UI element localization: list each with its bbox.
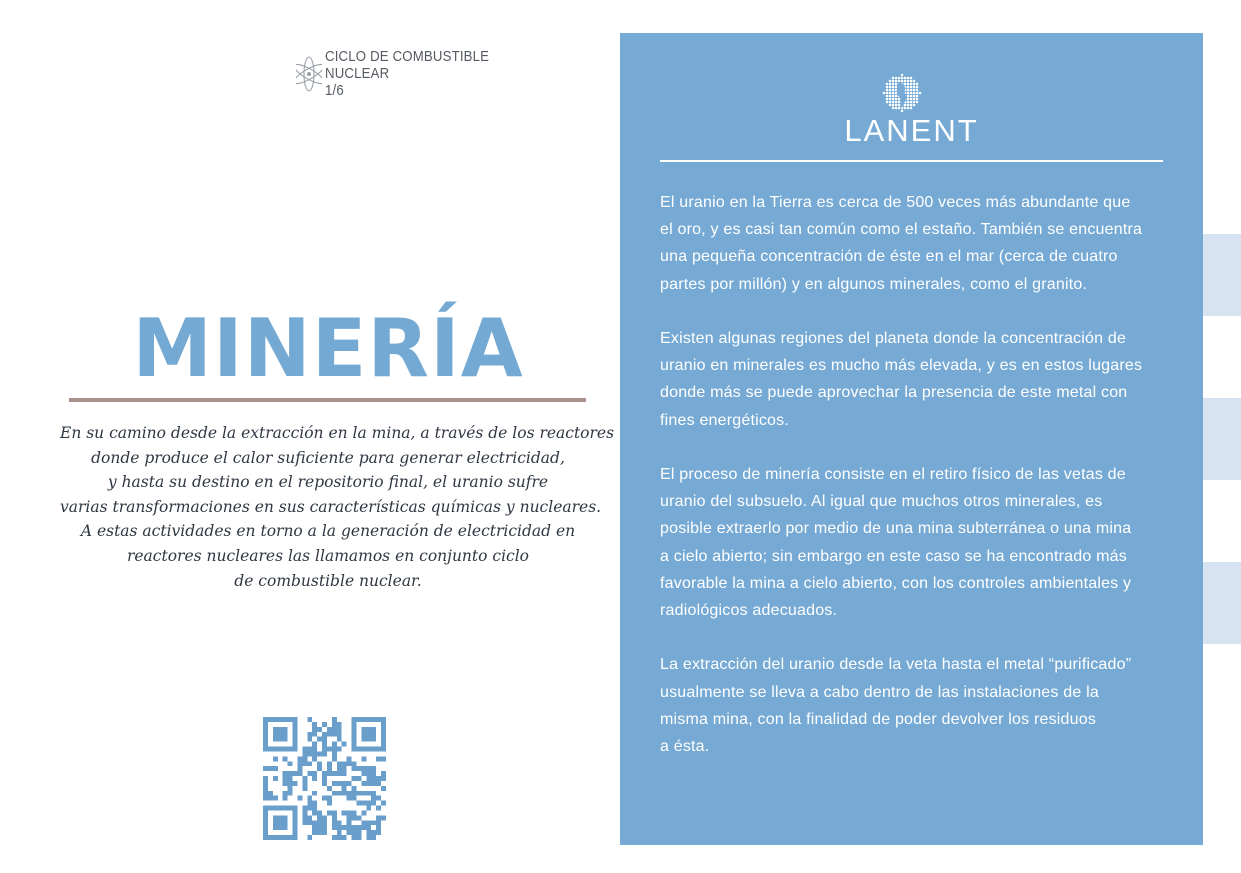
intro-line: y hasta su destino en el repositorio final, el uranio sufre	[107, 473, 549, 492]
paragraph-line: fines energéticos.	[660, 411, 790, 429]
paragraph-line: el oro, y es casi tan común como el estaño. También se encuentra	[660, 221, 1143, 239]
paragraph-line: una pequeña concentración de éste en el mar (cerca de cuatro	[660, 248, 1118, 266]
intro-line: de combustible nuclear.	[234, 571, 422, 590]
paragraph-1	[660, 189, 1200, 298]
paragraph-line: donde más se puede aprovechar la presencia de este metal con	[660, 384, 1128, 402]
edge-tab-3[interactable]	[1203, 562, 1241, 644]
paragraph-3	[660, 461, 1200, 624]
paragraph-line: radiológicos adecuados.	[660, 602, 838, 620]
panel-divider	[660, 160, 1163, 162]
body-text	[660, 189, 1200, 787]
paragraph-line: La extracción del uranio desde la veta hasta el metal “purificado”	[660, 656, 1132, 674]
intro-line: En su camino desde la extracción en la mina, a través de los reactores	[60, 424, 615, 442]
series-line-1: CICLO DE COMBUSTIBLE	[325, 48, 490, 65]
brand-name: LANENT	[844, 113, 979, 148]
info-panel	[620, 33, 1203, 845]
intro-line: reactores nucleares las llamamos en conjunto ciclo	[126, 546, 530, 565]
paragraph-line: posible extraerlo por medio de una mina subterránea o una mina	[660, 520, 1132, 538]
paragraph-line: usualmente se lleva a cabo dentro de las instalaciones de la	[660, 683, 1099, 701]
atom-icon	[296, 54, 322, 94]
paragraph-line: a cielo abierto; sin embargo en este caso se ha encontrado más	[660, 547, 1127, 565]
globe-logo-icon	[882, 73, 922, 113]
edge-tab-1[interactable]	[1203, 234, 1241, 316]
paragraph-line: El uranio en la Tierra es cerca de 500 veces más abundante que	[660, 194, 1131, 211]
paragraph-4	[660, 651, 1200, 760]
paragraph-line: a ésta.	[660, 738, 710, 756]
edge-tab-2[interactable]	[1203, 398, 1241, 480]
intro-line: varias transformaciones en sus características químicas y nucleares.	[60, 497, 602, 516]
paragraph-2	[660, 325, 1200, 434]
paragraph-line: misma mina, con la finalidad de poder devolver los residuos	[660, 710, 1097, 728]
series-line-2: NUCLEAR	[325, 65, 390, 82]
paragraph-line: uranio en minerales es mucho más elevada, y es en estos lugares	[660, 357, 1143, 375]
paragraph-line: uranio del subsuelo. Al igual que muchos otros minerales, es	[660, 493, 1103, 511]
paragraph-line: El proceso de minería consiste en el retiro físico de las vetas de	[660, 466, 1126, 483]
intro-line: A estas actividades en torno a la generación de electricidad en	[80, 522, 576, 541]
qr-code-icon[interactable]	[263, 717, 386, 840]
title-divider	[69, 398, 586, 402]
paragraph-line: favorable la mina a cielo abierto, con los controles ambientales y	[660, 574, 1132, 592]
series-header	[296, 48, 526, 100]
page-title: MINERÍA	[132, 302, 524, 395]
intro-line: donde produce el calor suficiente para generar electricidad,	[91, 448, 565, 467]
paragraph-line: Existen algunas regiones del planeta donde la concentración de	[660, 330, 1127, 347]
paragraph-line: partes por millón) y en algunos minerales, como el granito.	[660, 275, 1088, 293]
page-counter: 1/6	[325, 82, 344, 99]
intro-text	[60, 421, 615, 593]
